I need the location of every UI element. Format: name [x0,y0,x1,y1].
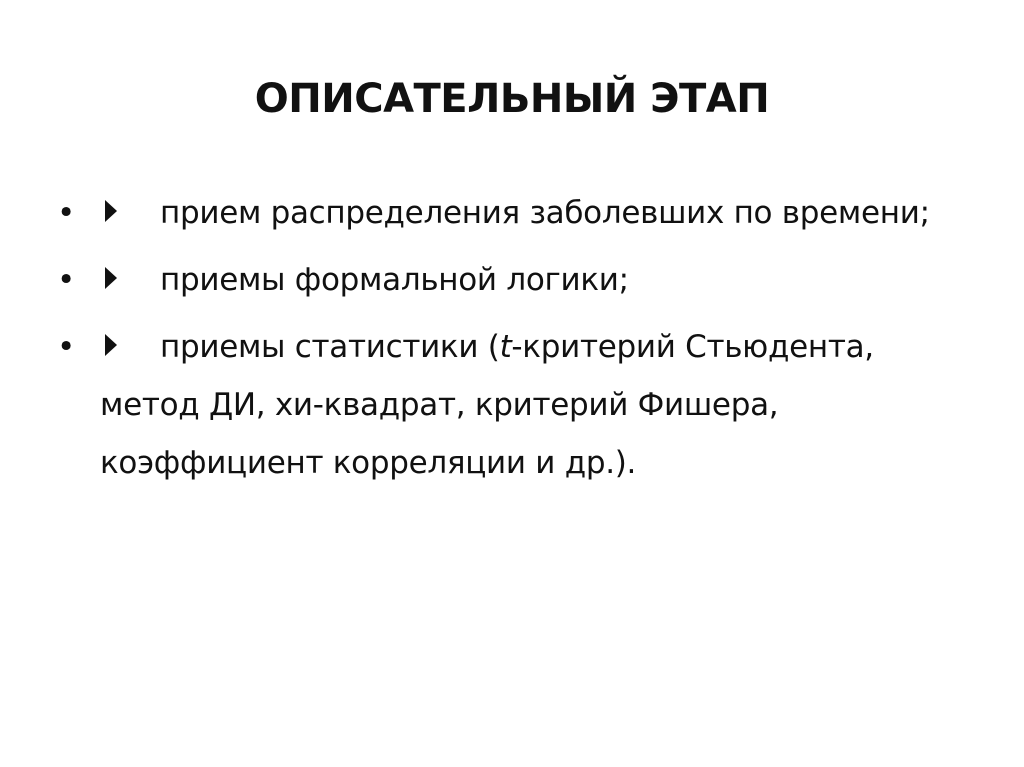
list-item [56,184,976,242]
bullet-dot: • [57,329,75,365]
triangle-right-icon [100,196,122,226]
triangle-right-icon [100,263,122,293]
bullet-dot: • [57,262,75,298]
bullet-list [56,184,976,501]
bullet-dot: • [57,195,75,231]
list-item [56,318,976,492]
slide-title: ОПИСАТЕЛЬНЫЙ ЭТАП [254,76,770,122]
bullet-text: прием распределения заболевших по времени; [160,195,930,231]
list-item [56,251,976,309]
t-italic: t [499,329,512,365]
triangle-right-icon [100,330,122,360]
bullet-text-end: -критерий Стьюдента, метод ДИ, хи-квадрат, критерий Фишера, коэффициент корреляции и др.). [100,329,874,481]
bullet-text-start: приемы статистики ( [160,329,500,365]
bullet-text: приемы формальной логики; [160,262,629,298]
